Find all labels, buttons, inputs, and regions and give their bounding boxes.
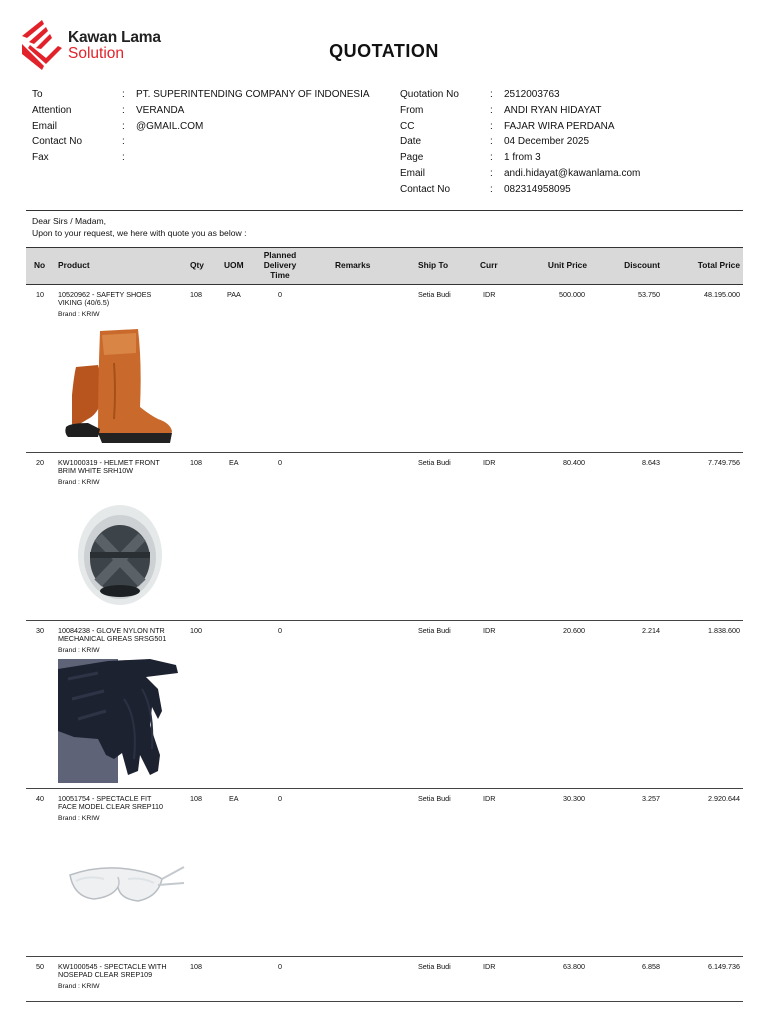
row-brand: Brand : KRIW bbox=[58, 479, 100, 486]
column-header-no: No bbox=[34, 260, 46, 271]
info-label: Email bbox=[400, 167, 426, 179]
column-header-line: Time bbox=[270, 269, 290, 280]
row-curr: IDR bbox=[483, 458, 496, 467]
info-label: CC bbox=[400, 120, 415, 132]
info-value: FAJAR WIRA PERDANA bbox=[504, 120, 615, 132]
info-colon: : bbox=[122, 152, 125, 164]
row-curr: IDR bbox=[483, 962, 496, 971]
product-name-cont: MECHANICAL GREAS SRSG501 bbox=[58, 634, 167, 644]
info-label: From bbox=[400, 104, 424, 116]
info-colon: : bbox=[490, 152, 493, 164]
row-qty: 108 bbox=[190, 290, 202, 299]
row-brand: Brand : KRIW bbox=[58, 815, 100, 822]
row-qty: 108 bbox=[190, 458, 202, 467]
row-planned-delivery: 0 bbox=[278, 962, 282, 971]
row-no: 10 bbox=[36, 290, 44, 299]
column-header-line: Planned bbox=[263, 250, 297, 261]
product-image-spectacles bbox=[58, 827, 186, 951]
row-product bbox=[58, 627, 166, 643]
row-product bbox=[58, 291, 151, 307]
row-ship-to: Setia Budi bbox=[418, 458, 451, 467]
row-planned-delivery: 0 bbox=[278, 290, 282, 299]
info-value: 1 from 3 bbox=[504, 152, 541, 164]
row-no: 30 bbox=[36, 626, 44, 635]
row-product bbox=[58, 459, 160, 475]
row-planned-delivery: 0 bbox=[278, 626, 282, 635]
table-row bbox=[26, 285, 743, 452]
info-label: Quotation No bbox=[400, 89, 459, 100]
row-total-price: 48.195.000 bbox=[704, 290, 740, 299]
info-colon: : bbox=[490, 167, 493, 179]
info-colon: : bbox=[122, 120, 125, 132]
row-total-price: 7.749.756 bbox=[708, 458, 740, 467]
product-name: KW1000545 - SPECTACLE WITH bbox=[58, 962, 167, 971]
row-qty: 108 bbox=[190, 794, 202, 803]
info-value: VERANDA bbox=[136, 104, 185, 116]
row-qty: 108 bbox=[190, 962, 202, 971]
row-brand: Brand : KRIW bbox=[58, 983, 100, 990]
row-total-price: 6.149.736 bbox=[708, 962, 740, 971]
greeting bbox=[32, 216, 247, 239]
row-planned-delivery: 0 bbox=[278, 794, 282, 803]
column-header-product: Product bbox=[58, 260, 90, 271]
row-no: 50 bbox=[36, 962, 44, 971]
row-curr: IDR bbox=[483, 794, 496, 803]
product-name-cont: NOSEPAD CLEAR SREP109 bbox=[58, 970, 153, 980]
info-colon: : bbox=[490, 104, 493, 116]
product-name: 10084238 - GLOVE NYLON NTR bbox=[58, 626, 165, 635]
column-header-planned-delivery-time bbox=[254, 248, 306, 284]
info-value: 04 December 2025 bbox=[504, 136, 590, 148]
table-row bbox=[26, 453, 743, 620]
info-label: Date bbox=[400, 136, 422, 148]
row-discount: 3.257 bbox=[642, 794, 660, 803]
info-label: Fax bbox=[32, 152, 49, 164]
info-label: Email bbox=[32, 120, 58, 132]
row-divider bbox=[26, 1001, 743, 1002]
row-brand: Brand : KRIW bbox=[58, 311, 100, 318]
column-header-uom: UOM bbox=[224, 260, 244, 271]
column-header-line: Delivery bbox=[263, 260, 297, 271]
column-header-ship-to: Ship To bbox=[418, 260, 449, 271]
row-curr: IDR bbox=[483, 626, 496, 635]
table-row bbox=[26, 789, 743, 956]
document-title: QUOTATION bbox=[329, 41, 439, 61]
header-divider bbox=[26, 210, 743, 211]
row-product bbox=[58, 963, 167, 979]
row-unit-price: 30.300 bbox=[563, 794, 585, 803]
product-name: KW1000319 - HELMET FRONT bbox=[58, 458, 160, 467]
row-curr: IDR bbox=[483, 290, 496, 299]
row-unit-price: 500.000 bbox=[559, 290, 585, 299]
row-total-price: 2.920.644 bbox=[708, 794, 740, 803]
info-colon: : bbox=[490, 89, 493, 100]
row-unit-price: 20.600 bbox=[563, 626, 585, 635]
column-header-curr: Curr bbox=[480, 260, 498, 271]
product-name-cont: VIKING (40/6.5) bbox=[58, 298, 110, 308]
table-row bbox=[26, 621, 743, 788]
info-value: andi.hidayat@kawanlama.com bbox=[504, 167, 641, 179]
column-header-remarks: Remarks bbox=[335, 260, 371, 271]
row-discount: 2.214 bbox=[642, 626, 660, 635]
row-ship-to: Setia Budi bbox=[418, 626, 451, 635]
row-discount: 53.750 bbox=[638, 290, 660, 299]
row-discount: 6.858 bbox=[642, 962, 660, 971]
column-header-total-price: Total Price bbox=[697, 260, 740, 271]
row-ship-to: Setia Budi bbox=[418, 290, 451, 299]
row-ship-to: Setia Budi bbox=[418, 962, 451, 971]
greeting-intro: Upon to your request, we here with quote you as below : bbox=[32, 227, 247, 238]
info-label: Page bbox=[400, 152, 424, 164]
row-uom: PAA bbox=[227, 290, 241, 299]
row-planned-delivery: 0 bbox=[278, 458, 282, 467]
info-value: ANDI RYAN HIDAYAT bbox=[504, 104, 602, 116]
column-header-qty: Qty bbox=[190, 260, 204, 271]
info-label: Contact No bbox=[32, 136, 83, 148]
product-name-cont: FACE MODEL CLEAR SREP110 bbox=[58, 802, 164, 812]
column-header-unit-price: Unit Price bbox=[547, 260, 587, 271]
info-colon: : bbox=[490, 136, 493, 148]
table-header bbox=[26, 247, 743, 285]
product-image-boots bbox=[58, 323, 186, 447]
info-colon: : bbox=[490, 120, 493, 132]
product-name: 10051754 - SPECTACLE FIT bbox=[58, 794, 152, 803]
info-label: Attention bbox=[32, 104, 72, 116]
greeting-salutation: Dear Sirs / Madam, bbox=[32, 216, 107, 226]
info-colon: : bbox=[122, 136, 125, 148]
row-qty: 100 bbox=[190, 626, 202, 635]
row-no: 40 bbox=[36, 794, 44, 803]
row-no: 20 bbox=[36, 458, 44, 467]
info-label: To bbox=[32, 89, 43, 100]
row-unit-price: 63.800 bbox=[563, 962, 585, 971]
row-total-price: 1.838.600 bbox=[708, 626, 740, 635]
info-value: @GMAIL.COM bbox=[136, 120, 204, 132]
brand-name: Kawan Lama bbox=[68, 29, 161, 46]
row-brand: Brand : KRIW bbox=[58, 647, 100, 654]
row-unit-price: 80.400 bbox=[563, 458, 585, 467]
product-image-helmet bbox=[58, 491, 186, 615]
product-name-cont: BRIM WHITE SRH10W bbox=[58, 466, 134, 476]
info-colon: : bbox=[122, 104, 125, 116]
product-name: 10520962 - SAFETY SHOES bbox=[58, 290, 152, 299]
info-colon: : bbox=[122, 89, 125, 100]
row-ship-to: Setia Budi bbox=[418, 794, 451, 803]
info-label: Contact No bbox=[400, 183, 451, 195]
info-value: PT. SUPERINTENDING COMPANY OF INDONESIA bbox=[136, 89, 370, 100]
column-header-discount: Discount bbox=[624, 260, 660, 271]
table-row bbox=[26, 957, 743, 1001]
product-image-glove bbox=[58, 659, 186, 783]
brand-subtitle: Solution bbox=[68, 45, 125, 62]
row-uom: EA bbox=[229, 794, 239, 803]
info-value: 082314958095 bbox=[504, 183, 571, 195]
row-discount: 8.643 bbox=[642, 458, 660, 467]
row-uom: EA bbox=[229, 458, 239, 467]
info-value: 2512003763 bbox=[504, 89, 560, 100]
info-colon: : bbox=[490, 183, 493, 195]
row-product bbox=[58, 795, 163, 811]
